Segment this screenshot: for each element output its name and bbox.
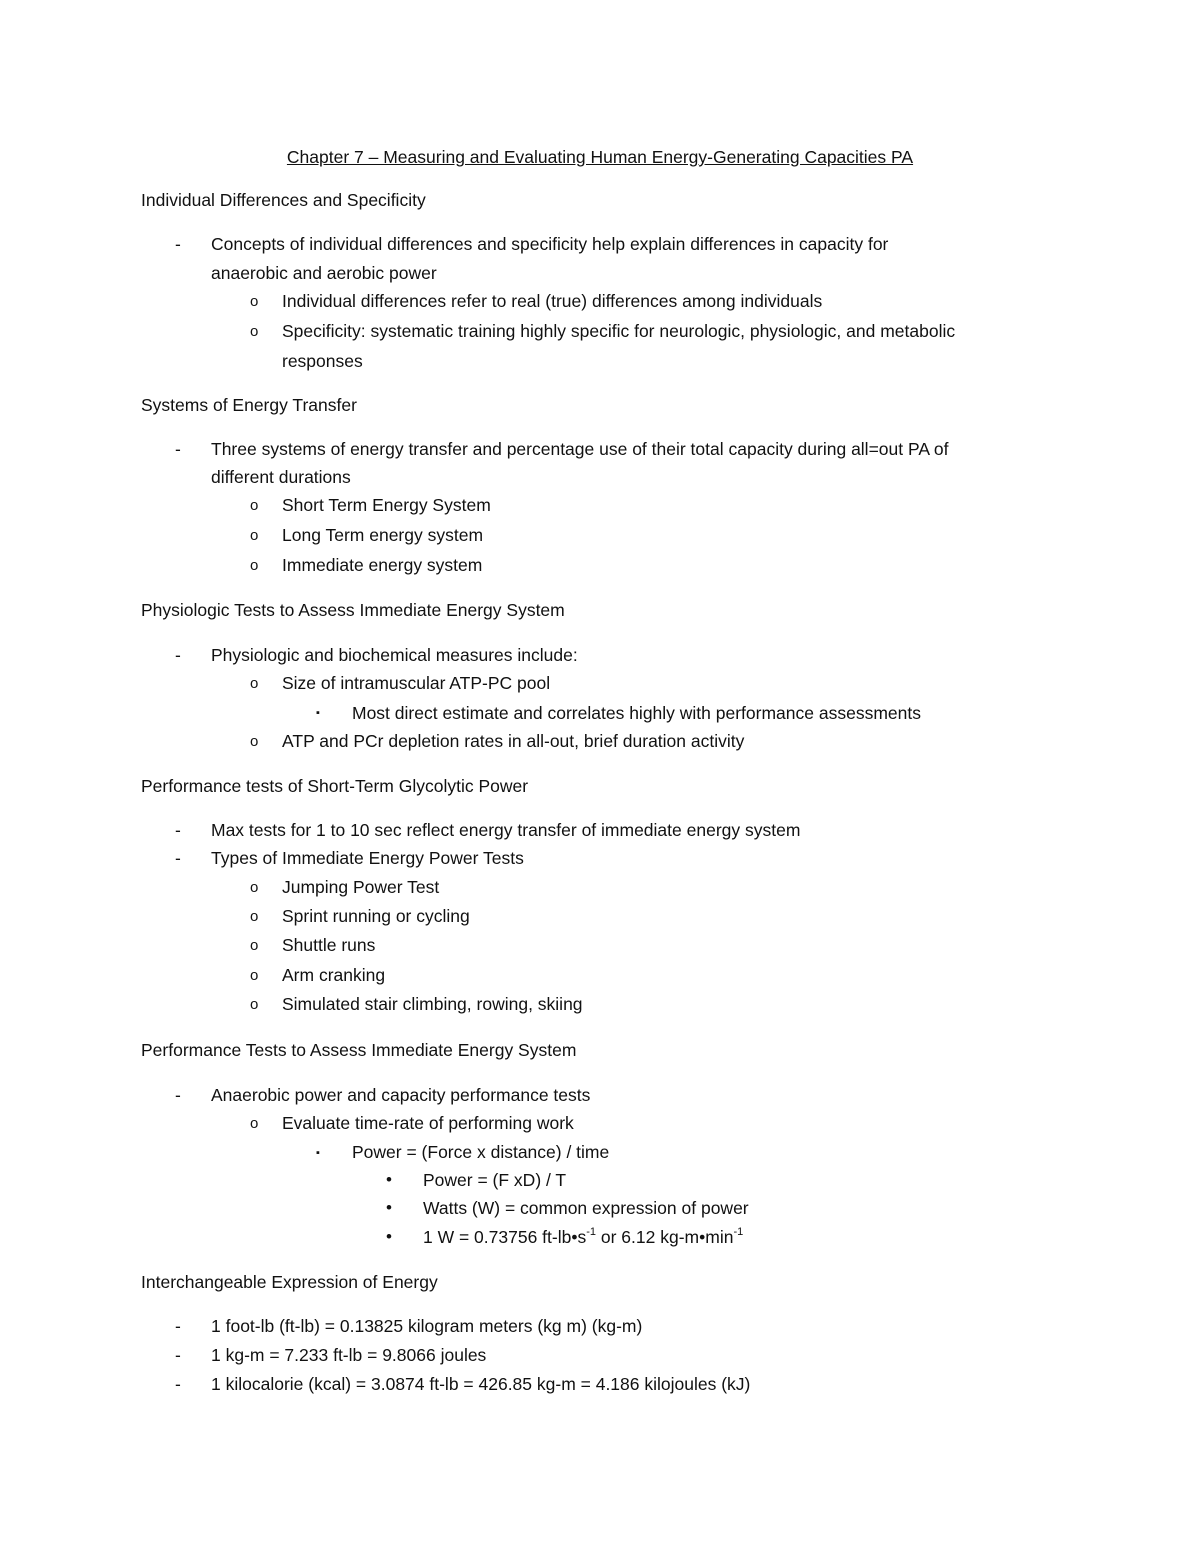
list-item: Immediate energy system	[282, 555, 483, 575]
document-title: Chapter 7 – Measuring and Evaluating Human Energy-Generating Capacities PA	[286, 147, 914, 167]
list-item: Short Term Energy System	[282, 495, 491, 515]
circle-bullet: o	[250, 527, 259, 544]
list-item: Types of Immediate Energy Power Tests	[211, 848, 524, 868]
circle-bullet: o	[250, 675, 259, 692]
list-item: Specificity: systematic training highly specific for neurologic, physiologic, and metabolic	[282, 321, 956, 341]
circle-bullet: o	[250, 996, 259, 1013]
list-item: 1 kg-m = 7.233 ft-lb = 9.8066 joules	[211, 1345, 487, 1365]
dash-bullet: -	[175, 1374, 181, 1394]
dash-bullet: -	[175, 1345, 181, 1365]
section-heading: Interchangeable Expression of Energy	[141, 1272, 438, 1292]
round-bullet: •	[386, 1198, 392, 1217]
list-item: ATP and PCr depletion rates in all-out, brief duration activity	[282, 731, 745, 751]
dash-bullet: -	[175, 439, 181, 459]
list-item: Max tests for 1 to 10 sec reflect energy transfer of immediate energy system	[211, 820, 801, 840]
list-item: 1 foot-lb (ft-lb) = 0.13825 kilogram meters (kg m) (kg-m)	[211, 1316, 643, 1336]
list-item-continuation: different durations	[211, 467, 351, 487]
list-item: Shuttle runs	[282, 935, 376, 955]
section-heading: Individual Differences and Specificity	[141, 190, 426, 210]
circle-bullet: o	[250, 908, 259, 925]
list-item-continuation: anaerobic and aerobic power	[211, 263, 437, 283]
list-item: Evaluate time-rate of performing work	[282, 1113, 574, 1133]
list-item: Size of intramuscular ATP-PC pool	[282, 673, 551, 693]
section-heading: Performance tests of Short-Term Glycolytic Power	[141, 776, 529, 796]
dash-bullet: -	[175, 848, 181, 868]
list-item: Three systems of energy transfer and percentage use of their total capacity during all=out PA of	[211, 439, 949, 459]
formula-text: 1 W = 0.73756 ft-lb•s	[423, 1227, 587, 1247]
square-bullet: ▪	[316, 1147, 320, 1159]
list-item: Most direct estimate and correlates highly with performance assessments	[352, 703, 921, 723]
list-item: Power = (F xD) / T	[423, 1170, 567, 1190]
round-bullet: •	[386, 1227, 392, 1246]
formula-text: or 6.12 kg-m•min	[596, 1227, 734, 1247]
circle-bullet: o	[250, 293, 259, 310]
list-item: Jumping Power Test	[282, 877, 440, 897]
section-heading: Physiologic Tests to Assess Immediate Energy System	[141, 600, 565, 620]
square-bullet: ▪	[316, 707, 320, 719]
list-item: Arm cranking	[282, 965, 386, 985]
superscript: -1	[586, 1226, 597, 1239]
dash-bullet: -	[175, 1085, 181, 1105]
circle-bullet: o	[250, 879, 259, 896]
circle-bullet: o	[250, 967, 259, 984]
circle-bullet: o	[250, 937, 259, 954]
section-heading: Systems of Energy Transfer	[141, 395, 357, 415]
list-item: 1 kilocalorie (kcal) = 3.0874 ft-lb = 426.85 kg-m = 4.186 kilojoules (kJ)	[211, 1374, 751, 1394]
superscript: -1	[733, 1226, 744, 1239]
list-item: Anaerobic power and capacity performance tests	[211, 1085, 591, 1105]
circle-bullet: o	[250, 733, 259, 750]
circle-bullet: o	[250, 557, 259, 574]
list-item: Physiologic and biochemical measures include:	[211, 645, 578, 665]
dash-bullet: -	[175, 820, 181, 840]
list-item: Long Term energy system	[282, 525, 484, 545]
list-item: Concepts of individual differences and specificity help explain differences in capacity for	[211, 234, 889, 254]
list-item: Simulated stair climbing, rowing, skiing	[282, 994, 583, 1014]
list-item-formula	[423, 1226, 743, 1248]
dash-bullet: -	[175, 1316, 181, 1336]
dash-bullet: -	[175, 234, 181, 254]
list-item: Sprint running or cycling	[282, 906, 470, 926]
list-item-continuation: responses	[282, 351, 363, 371]
circle-bullet: o	[250, 323, 259, 340]
list-item: Watts (W) = common expression of power	[423, 1198, 749, 1218]
round-bullet: •	[386, 1170, 392, 1189]
list-item: Individual differences refer to real (true) differences among individuals	[282, 291, 823, 311]
circle-bullet: o	[250, 1115, 259, 1132]
circle-bullet: o	[250, 497, 259, 514]
dash-bullet: -	[175, 645, 181, 665]
section-heading: Performance Tests to Assess Immediate Energy System	[141, 1040, 577, 1060]
list-item: Power = (Force x distance) / time	[352, 1142, 610, 1162]
